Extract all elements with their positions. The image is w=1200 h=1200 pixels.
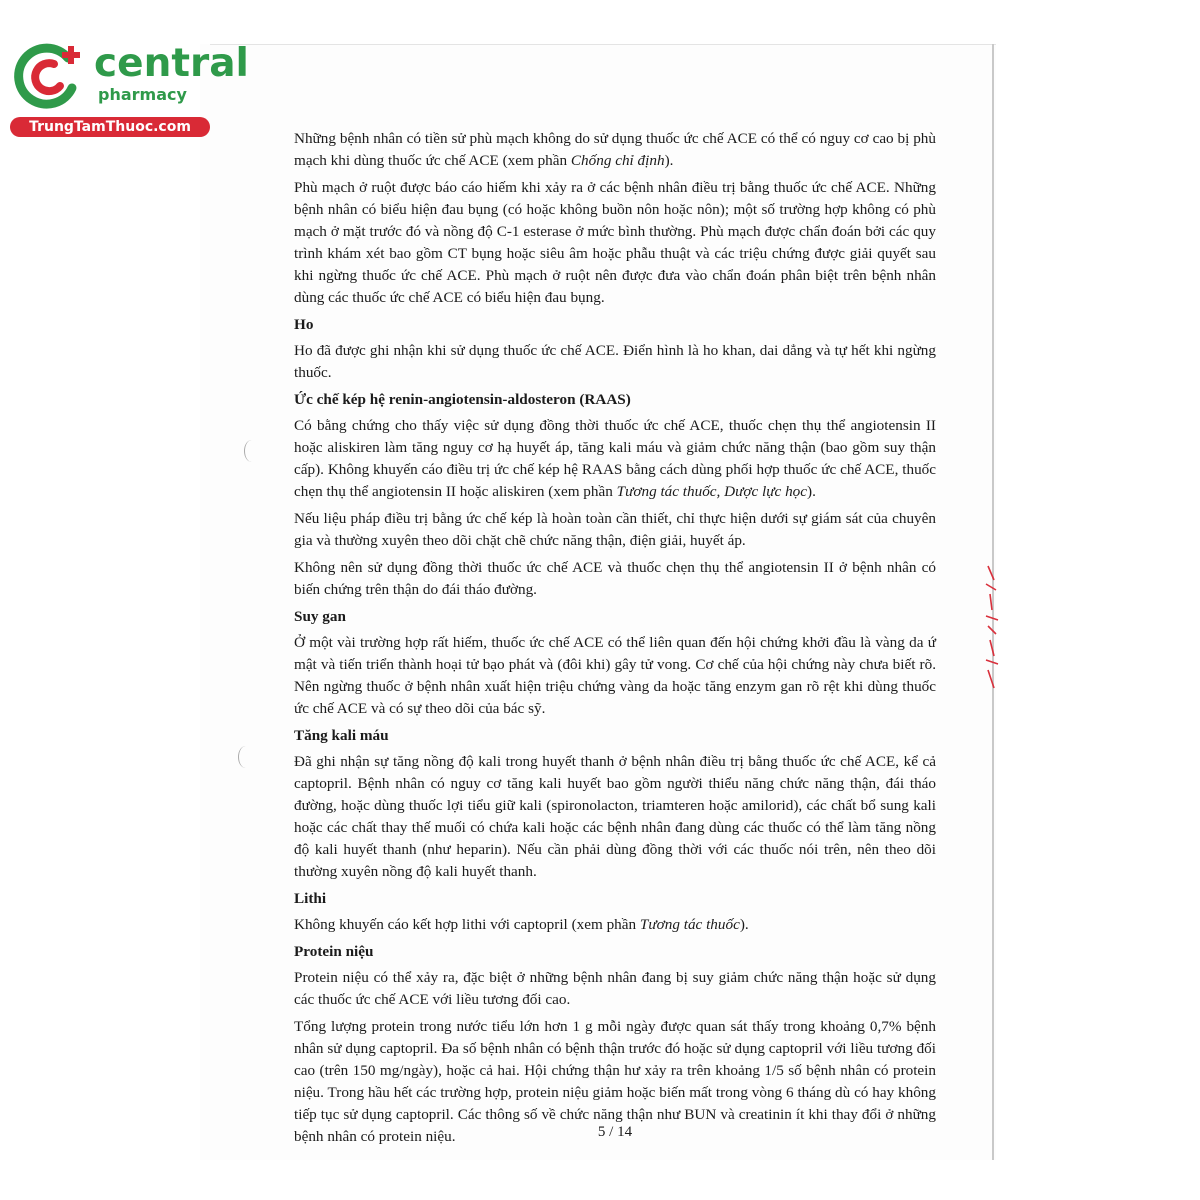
paragraph: Đã ghi nhận sự tăng nồng độ kali trong huyết thanh ở bệnh nhân điều trị bằng thuốc ức chế ACE, kể cả captopril. Bệnh nhân có nguy cơ tăng kali huyết bao gồm người thiểu năng chức năng thận, đái tháo đường, hoặc dùng thuốc lợi tiểu giữ kali (spironolacton, triamteren hoặc amilorid), các chất bổ sung kali hoặc các chất thay thế muối có chứa kali hoặc các bệnh nhân đang dùng các thuốc có thể làm tăng nồng độ kali huyết thanh (như heparin). Nếu cần phải dùng đồng thời với các thuốc nói trên, nên theo dõi thường xuyên nồng độ kali huyết thanh.: [294, 753, 936, 880]
paragraph: Những bệnh nhân có tiền sử phù mạch không do sử dụng thuốc ức chế ACE có thể có nguy cơ cao bị phù mạch khi dùng thuốc ức chế ACE (xem phần Chống chỉ định).: [294, 130, 936, 169]
section-reference: Tương tác thuốc: [639, 916, 740, 933]
paragraph: Có bằng chứng cho thấy việc sử dụng đồng thời thuốc ức chế ACE, thuốc chẹn thụ thể angiotensin II hoặc aliskiren làm tăng nguy cơ hạ huyết áp, tăng kali máu và giảm chức năng thận (bao gồm suy thận cấp). Không khuyến cáo điều trị ức chế kép hệ RAAS bằng cách dùng phối hợp thuốc ức chế ACE, thuốc chẹn thụ thể angiotensin II hoặc aliskiren (xem phần Tương tác thuốc, Dược lực học).: [294, 417, 936, 500]
section-reference: Tương tác thuốc, Dược lực học: [616, 483, 808, 500]
brand-sub: pharmacy: [98, 85, 187, 104]
section-reference: Chống chỉ định: [570, 152, 665, 169]
section-heading-tang-kali: Tăng kali máu: [294, 727, 389, 744]
logo-mark-icon: [10, 36, 94, 116]
punch-hole-mark: [238, 746, 253, 768]
section-heading-raas: Ức chế kép hệ renin-angiotensin-aldosteron (RAAS): [294, 391, 631, 408]
section-heading-protein-nieu: Protein niệu: [294, 943, 374, 960]
paragraph: Không khuyến cáo kết hợp lithi với captopril (xem phần Tương tác thuốc).: [294, 916, 749, 933]
paragraph: Protein niệu có thể xảy ra, đặc biệt ở những bệnh nhân đang bị suy giảm chức năng thận hoặc sử dụng các thuốc ức chế ACE với liều tương đối cao.: [294, 969, 936, 1008]
paragraph: Nếu liệu pháp điều trị bằng ức chế kép là hoàn toàn cần thiết, chỉ thực hiện dưới sự giám sát của chuyên gia và thường xuyên theo dõi chặt chẽ chức năng thận, điện giải, huyết áp.: [294, 510, 936, 549]
page-top-edge: [210, 44, 996, 45]
brand-name: central: [94, 41, 249, 86]
section-heading-ho: Ho: [294, 316, 314, 333]
section-heading-lithi: Lithi: [294, 890, 327, 907]
document-body: [294, 128, 936, 1153]
paragraph: Không nên sử dụng đồng thời thuốc ức chế ACE và thuốc chẹn thụ thể angiotensin II ở bệnh nhân có biến chứng trên thận do đái tháo đường.: [294, 559, 936, 598]
punch-hole-mark: [244, 440, 259, 462]
paragraph: Ho đã được ghi nhận khi sử dụng thuốc ức chế ACE. Điển hình là ho khan, dai dẳng và tự hết khi ngừng thuốc.: [294, 342, 936, 381]
handwritten-margin-mark: [980, 560, 1010, 700]
paragraph: Tổng lượng protein trong nước tiểu lớn hơn 1 g mỗi ngày được quan sát thấy trong khoảng 0,7% bệnh nhân sử dụng captopril. Đa số bệnh nhân có bệnh thận trước đó hoặc sử dụng captopril với liều tương đối cao (trên 150 mg/ngày), hoặc cả hai. Hội chứng thận hư xảy ra trên khoảng 1/5 số bệnh nhân có protein niệu. Trong hầu hết các trường hợp, protein niệu giảm hoặc biến mất trong vòng 6 tháng dù có hay không tiếp tục sử dụng captopril. Các thông số về chức năng thận như BUN và creatinin ít khi thay đổi ở những bệnh nhân có protein niệu.: [294, 1018, 936, 1145]
paragraph: Ở một vài trường hợp rất hiếm, thuốc ức chế ACE có thể liên quan đến hội chứng khởi đầu là vàng da ứ mật và tiến triển thành hoại tử bạo phát và (đôi khi) gây tử vong. Cơ chế của hội chứng này chưa biết rõ. Nên ngừng thuốc ở bệnh nhân xuất hiện triệu chứng vàng da hoặc tăng enzym gan rõ rệt khi dùng thuốc ức chế ACE và có sự theo dõi của bác sỹ.: [294, 634, 936, 717]
brand-site-link[interactable]: TrungTamThuoc.com: [10, 117, 210, 137]
section-heading-suy-gan: Suy gan: [294, 608, 346, 625]
page-number: 5 / 14: [597, 1124, 633, 1140]
paragraph: Phù mạch ở ruột được báo cáo hiếm khi xảy ra ở các bệnh nhân điều trị bằng thuốc ức chế ACE. Những bệnh nhân có biểu hiện đau bụng (có hoặc không buồn nôn hoặc nôn); một số trường hợp không có phù mạch ở mặt trước đó và nồng độ C-1 esterase ở mức bình thường. Phù mạch được chẩn đoán bởi các quy trình khám xét bao gồm CT bụng hoặc siêu âm hoặc phẫu thuật và các triệu chứng được giải quyết sau khi ngừng thuốc ức chế ACE. Phù mạch ở ruột nên được đưa vào chẩn đoán phân biệt trên bệnh nhân dùng các thuốc ức chế ACE có biểu hiện đau bụng.: [294, 179, 936, 306]
brand-logo[interactable]: [10, 36, 249, 136]
